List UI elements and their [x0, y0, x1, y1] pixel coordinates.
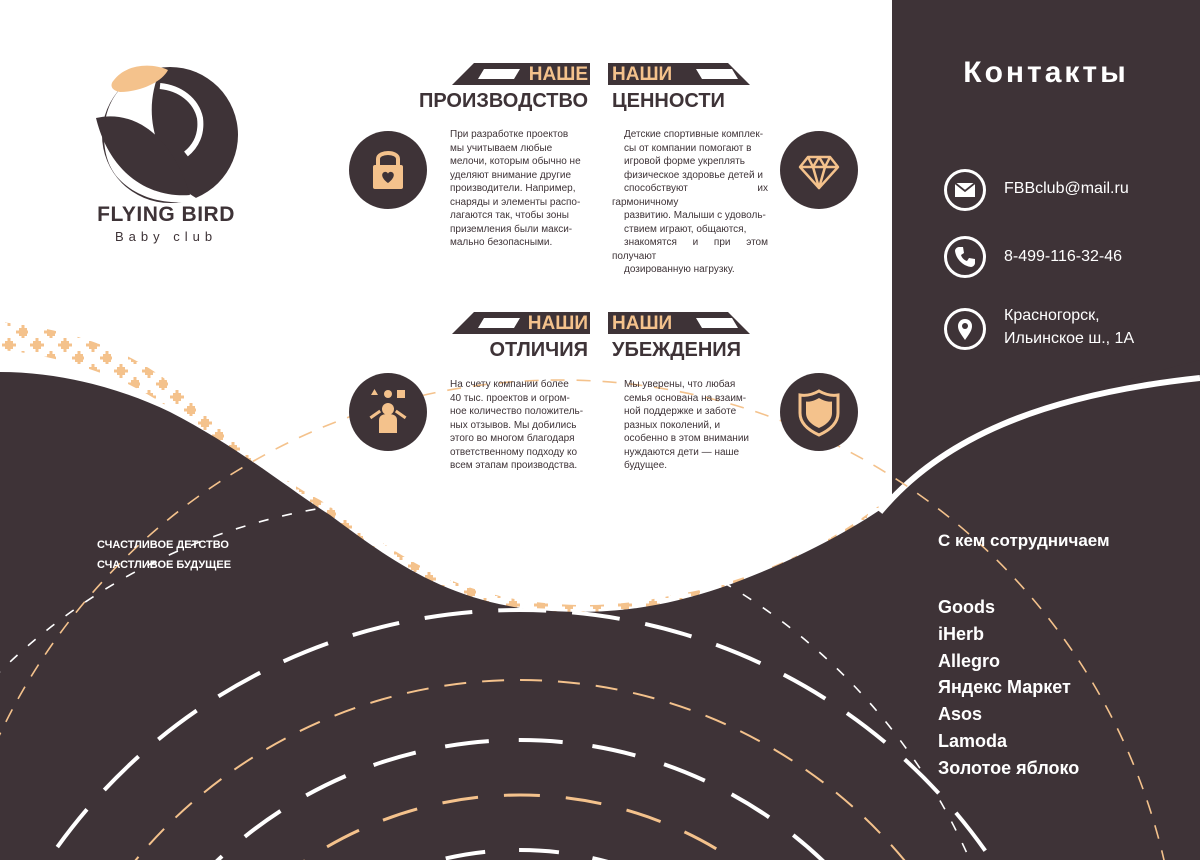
shield-icon	[780, 373, 858, 451]
map-pin-icon	[944, 308, 986, 350]
brand-tagline: Baby club	[114, 229, 218, 244]
brand-name: FLYING BIRD	[97, 203, 235, 226]
address-line-2: Ильинское ш., 1А	[1004, 330, 1135, 347]
envelope-icon	[944, 169, 986, 211]
differences-heading: ОТЛИЧИЯ	[489, 339, 588, 361]
contacts-title: Контакты	[963, 56, 1129, 89]
partners-title: С кем сотрудничаем	[938, 531, 1110, 550]
partner-item: iHerb	[938, 623, 985, 644]
partner-item: Lamoda	[938, 730, 1008, 751]
slogan-line-2: СЧАСТЛИВОЕ БУДУЩЕЕ	[97, 559, 232, 571]
partners-list	[938, 594, 1079, 782]
partner-item: Золотое яблоко	[938, 757, 1080, 778]
diamond-icon	[780, 131, 858, 209]
partner-item: Allegro	[938, 650, 1001, 671]
differences-text: На счету компании более 40 тыс. проектов и огром- ное количество положитель- ных отзывов. Мы добились этого во многом благодаря ответственному подходу ко всем этапам производства.	[450, 379, 584, 471]
production-heading-top: НАШЕ	[528, 64, 588, 85]
values-heading-top: НАШИ	[612, 64, 673, 85]
lock-heart-icon	[349, 131, 427, 209]
address-line-1: Красногорск,	[1004, 307, 1100, 324]
differences-heading-top: НАШИ	[527, 313, 588, 334]
beliefs-heading-top: НАШИ	[612, 313, 673, 334]
slogan-line-1: СЧАСТЛИВОЕ ДЕТСТВО	[97, 539, 229, 551]
partner-item: Goods	[938, 597, 995, 617]
phone-number[interactable]: 8-499-116-32-46	[1004, 248, 1123, 265]
partner-item: Asos	[938, 704, 983, 725]
beliefs-text: Мы уверены, что любая семья основана на взаим- ной поддержке и заботе разных поколений, и особенно в этом внимании нуждаются дети — наше будущее.	[624, 379, 750, 471]
email-link[interactable]: FBBclub@mail.ru	[1004, 180, 1129, 197]
values-heading: ЦЕННОСТИ	[612, 90, 725, 112]
person-juggling-icon	[349, 373, 427, 451]
beliefs-heading: УБЕЖДЕНИЯ	[612, 339, 742, 361]
production-heading: ПРОИЗВОДСТВО	[418, 90, 588, 112]
bird-logo-icon	[96, 66, 238, 203]
phone-icon	[944, 236, 986, 278]
values-text: Детские спортивные комплек- сы от компании помогают в игровой форме укреплять физическое здоровье детей и способствуют их гармоничному развитию. Малыши с удоволь- ствием играют, общаются, знакомятся и при этом получают дозированную нагрузку.	[612, 129, 768, 275]
production-text: При разработке проектов мы учитываем любые мелочи, которым обычно не уделяют внимание другие производители. Например, снаряды и элементы распо- лагаются так, чтобы зоны приземления были макси- мально безопасными.	[450, 129, 581, 248]
partner-item: Яндекс Маркет	[938, 677, 1071, 698]
